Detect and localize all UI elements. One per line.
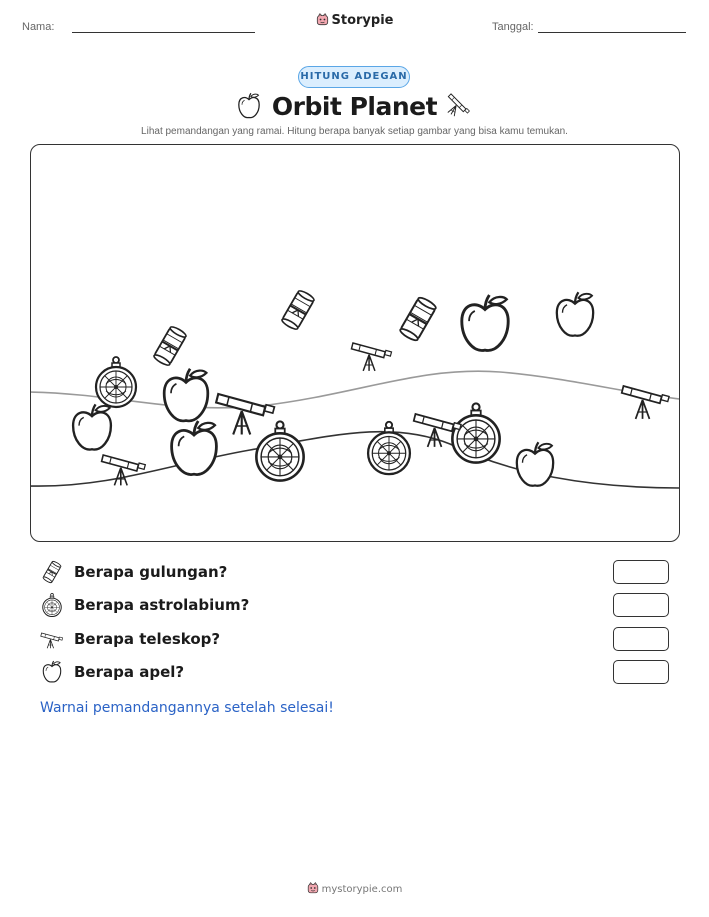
scroll-icon (280, 289, 314, 331)
scroll-icon (398, 295, 436, 341)
question-scroll (40, 560, 680, 586)
answer-box-telescope[interactable] (613, 627, 669, 651)
page-subtitle: Lihat pemandangan yang ramai. Hitung berapa banyak setiap gambar yang bisa kamu temukan. (141, 126, 568, 137)
front-hill-line (30, 431, 680, 487)
astrolabe-icon (452, 403, 499, 462)
question-text: Berapa astrolabium? (74, 596, 250, 614)
storypie-logo-icon (316, 13, 329, 26)
scroll-icon (152, 325, 186, 367)
name-label: Nama: (22, 21, 55, 33)
page-title: Orbit Planet (271, 92, 438, 121)
telescope-icon (216, 394, 274, 435)
scene-illustration (30, 144, 680, 542)
astrolabe-icon (368, 421, 410, 473)
telescope-icon (444, 92, 472, 120)
question-telescope (40, 627, 680, 653)
date-field[interactable] (538, 32, 686, 33)
counting-scene (30, 144, 680, 542)
apple-icon (171, 421, 216, 475)
answer-box-scroll[interactable] (613, 560, 669, 584)
astrolabe-icon (96, 357, 136, 407)
apple-icon (516, 442, 552, 485)
telescope-icon (40, 627, 64, 651)
brand-name: Storypie (331, 13, 394, 28)
apple-icon (73, 404, 111, 449)
answer-box-astrolabe[interactable] (613, 593, 669, 617)
answer-box-apple[interactable] (613, 660, 669, 684)
question-text: Berapa gulungan? (74, 563, 228, 581)
name-field[interactable] (72, 32, 255, 33)
brand (0, 13, 709, 28)
date-label: Tanggal: (492, 21, 534, 33)
apple-icon (164, 368, 208, 420)
coloring-instruction: Warnai pemandangannya setelah selesai! (40, 700, 334, 716)
question-text: Berapa teleskop? (74, 630, 221, 648)
site-footer (0, 882, 709, 895)
apple-icon (461, 295, 507, 350)
telescope-icon (621, 386, 668, 419)
astrolabe-icon (40, 593, 64, 617)
storypie-logo-icon (307, 882, 319, 894)
question-astrolabe (40, 593, 680, 619)
question-apple (40, 660, 680, 686)
scroll-icon (40, 560, 64, 584)
apple-icon (40, 660, 64, 684)
activity-badge: HITUNG ADEGAN (298, 66, 410, 88)
telescope-icon (351, 343, 391, 371)
apple-icon (556, 292, 592, 335)
site-url: mystorypie.com (321, 884, 403, 895)
astrolabe-icon (256, 421, 303, 480)
question-text: Berapa apel? (74, 663, 185, 681)
